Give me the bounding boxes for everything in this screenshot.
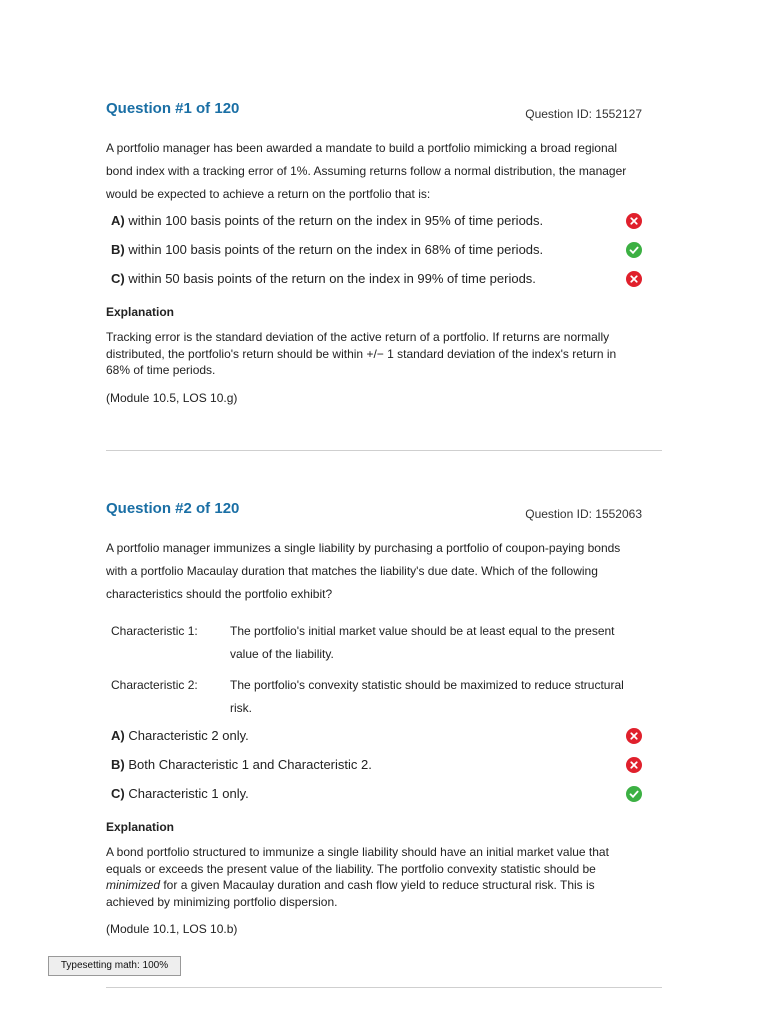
answer-letter: B) <box>111 242 125 257</box>
typesetting-status-box: Typesetting math: 100% <box>48 956 181 976</box>
answer-list <box>106 728 642 815</box>
check-circle-icon <box>626 786 642 802</box>
characteristic-row <box>106 674 642 720</box>
answer-letter: C) <box>111 271 125 286</box>
question-stem: A portfolio manager immunizes a single liability by purchasing a portfolio of coupon-paying bonds with a portfolio Macaulay duration that matches the liability's due date. Which of the following characteristics should the portfolio exhibit? <box>106 541 621 601</box>
answer-letter: A) <box>111 728 125 743</box>
explanation-text-part: A bond portfolio structured to immunize a single liability should have an initial market value that equals or exceeds the present value of the liability. The portfolio convexity statistic should be <box>106 845 609 876</box>
x-circle-icon <box>626 213 642 229</box>
question-1 <box>106 100 642 405</box>
question-divider <box>106 987 662 988</box>
question-2 <box>106 500 642 936</box>
characteristic-label: Characteristic 1: <box>111 624 198 638</box>
answer-text: Characteristic 1 only. <box>128 786 249 801</box>
answer-option-b[interactable] <box>106 757 642 786</box>
question-divider <box>106 450 662 451</box>
module-reference: (Module 10.1, LOS 10.b) <box>106 922 238 936</box>
x-circle-icon <box>626 757 642 773</box>
characteristic-label: Characteristic 2: <box>111 678 198 692</box>
question-id: Question ID: 1552063 <box>525 507 642 521</box>
answer-text: within 100 basis points of the return on the index in 95% of time periods. <box>128 213 544 228</box>
answer-option-b[interactable] <box>106 242 642 271</box>
answer-text: within 50 basis points of the return on the index in 99% of time periods. <box>128 271 536 286</box>
characteristic-text: The portfolio's initial market value should be at least equal to the present value of the liability. <box>230 624 615 661</box>
explanation-heading: Explanation <box>106 305 175 319</box>
characteristics-table <box>106 620 642 720</box>
explanation-emphasis: minimized <box>106 878 161 892</box>
question-stem: A portfolio manager has been awarded a mandate to build a portfolio mimicking a broad regional bond index with a tracking error of 1%. Assuming returns follow a normal distribution, the manager would be expected to achieve a return on the portfolio that is: <box>106 141 627 201</box>
characteristic-text: The portfolio's convexity statistic should be maximized to reduce structural risk. <box>230 678 624 715</box>
answer-option-a[interactable] <box>106 728 642 757</box>
explanation-text: Tracking error is the standard deviation of the active return of a portfolio. If returns are normally distributed, the portfolio's return should be within +/− 1 standard deviation of the index's return in 68% of time periods. <box>106 330 617 377</box>
question-title: Question #1 of 120 <box>106 100 240 117</box>
x-circle-icon <box>626 271 642 287</box>
answer-option-c[interactable] <box>106 786 642 815</box>
answer-letter: A) <box>111 213 125 228</box>
check-circle-icon <box>626 242 642 258</box>
answer-text: Both Characteristic 1 and Characteristic 2. <box>128 757 372 772</box>
question-title: Question #2 of 120 <box>106 500 240 517</box>
explanation-text <box>106 844 642 910</box>
question-id: Question ID: 1552127 <box>525 107 642 121</box>
x-circle-icon <box>626 728 642 744</box>
explanation-text-part: for a given Macaulay duration and cash flow yield to reduce structural risk. This is achieved by minimizing portfolio dispersion. <box>106 878 595 909</box>
answer-letter: C) <box>111 786 125 801</box>
answer-text: within 100 basis points of the return on the index in 68% of time periods. <box>128 242 544 257</box>
answer-option-a[interactable] <box>106 213 642 242</box>
answer-option-c[interactable] <box>106 271 642 300</box>
module-reference: (Module 10.5, LOS 10.g) <box>106 390 238 405</box>
characteristic-row <box>106 620 642 666</box>
answer-list <box>106 213 642 300</box>
answer-text: Characteristic 2 only. <box>128 728 249 743</box>
answer-letter: B) <box>111 757 125 772</box>
explanation-heading: Explanation <box>106 820 175 834</box>
